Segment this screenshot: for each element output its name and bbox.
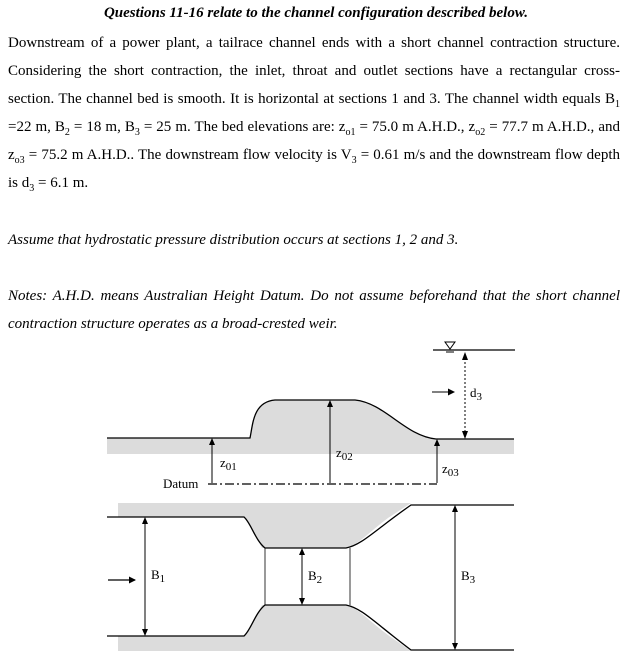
hydrostatic-assumption: Assume that hydrostatic pressure distribution occurs at sections 1, 2 and 3. [8, 232, 459, 248]
channel-description: Downstream of a power plant, a tailrace channel ends with a short channel contraction structure. Considering the short contraction, the inlet, throat and outlet sections have a rectangular cross-section. The channel bed is smooth. It is horizontal at sections 1 and 3. The channel width equals $B_1 =22$ m, $B_2 = 18$ m, $B_3 = 25$ m. The bed elevations are: $z_{o1} = 75.0$ m A.H.D., $z_{o2} = 77.7$ m A.H.D., and $z_{o3} = 75.2$ m A.H.D.. The downstream flow velocity is $V_3 = 0.61$ m/s and the downstream flow depth is $d_3 = 6.1$ m. [8, 35, 620, 194]
z01-label: $z_{01}$ [220, 455, 237, 473]
b3-arrowhead-bottom [452, 643, 458, 650]
b1-arrowhead-bottom [142, 629, 148, 636]
bed-fill [107, 400, 514, 454]
question-title: Questions 11-16 relate to the channel configuration described below. [103, 5, 529, 21]
b1-arrowhead-top [142, 517, 148, 524]
plan-view [107, 503, 514, 651]
b2-label: $B_2$ [308, 568, 323, 586]
d3-arrowhead-bottom [462, 431, 468, 439]
b2-arrowhead-bottom [299, 598, 305, 605]
b3-arrowhead-top [452, 505, 458, 512]
z02-label: $z_{02}$ [336, 445, 353, 463]
notes-paragraph: Notes: A.H.D. means Australian Height Datum. Do not assume beforehand that the short channel contraction structure operates as a broad-crested weir. [8, 288, 620, 332]
channel-figure [0, 335, 632, 662]
lower-bank-fill [118, 605, 411, 651]
upper-bank-fill [118, 503, 411, 548]
z03-label: $z_{03}$ [442, 461, 459, 479]
b3-label: $B_3$ [461, 568, 476, 586]
b1-label: $B_1$ [151, 567, 166, 585]
profile-view [107, 342, 515, 491]
water-level-symbol [445, 342, 455, 349]
datum-label: Datum [163, 476, 199, 491]
b2-arrowhead-top [299, 548, 305, 555]
d3-label: $d_3$ [470, 385, 482, 403]
d3-arrowhead-top [462, 352, 468, 360]
